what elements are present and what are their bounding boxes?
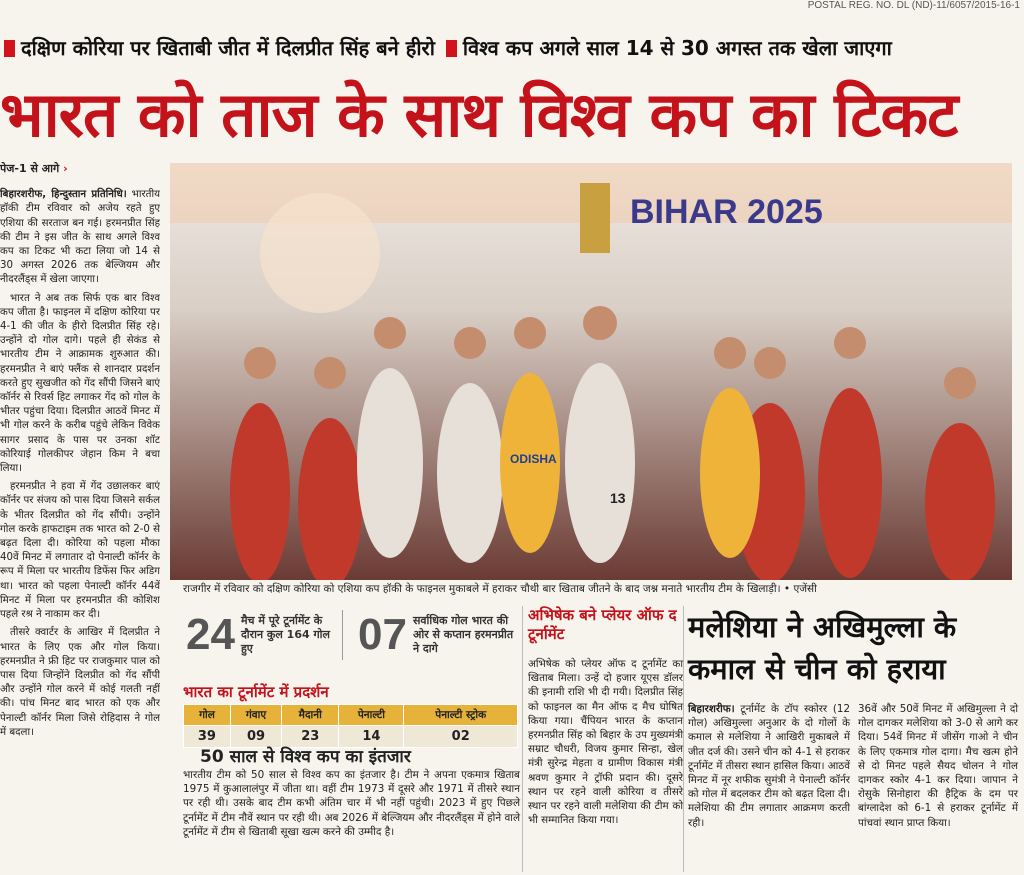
- player-of-tournament-title: अभिषेक बने प्लेयर ऑफ द टूर्नामेंट: [528, 606, 677, 643]
- malaysia-body-text-1: टूर्नामेंट के टॉप स्कोरर (12 गोल) अखिमुल्ला अनुआर के दो गोलों के कमाल से मलेशिया ने आखिरी मुकाबले में जीत दर्ज की। उसने चीन को 4-1 से हराकर टूर्नामेंट में तीसरा स्थान हासिल किया। आठवें मिनट में नूर शफीक सुमंत्री ने पेनाल्टी कॉर्नर को गोल में बदलकर टीम को बढ़त दिला दी। मलेशिया की टीम लगातार आक्रमण करती रही।: [688, 703, 851, 829]
- malaysia-dateline: बिहारशरीफ।: [688, 703, 735, 715]
- left-para-1: [0, 188, 160, 287]
- chevron-right-icon: ›: [63, 162, 68, 175]
- player-of-tournament-body: अभिषेक को प्लेयर ऑफ द टूर्नामेंट का खिताब मिला। उन्हें दो हजार यूएस डॉलर की इनामी राशि भी दी गयी। दिलप्रीत सिंह को फाइनल का मैन ऑफ द मैच घोषित किया गया। चैंपियन भारत के कप्तान हरमनप्रीत सिंह को बिहार के उप मुख्यमंत्री सम्राट चौधरी, विजय कुमार सिन्हा, खेल मंत्री सुरेन्द्र मेहता व ग्रामीण विकास मंत्री श्रवण कुमार ने ट्रॉफी प्रदान की। दूसरे स्थान पर रहने वाली कोरिया व तीसरे स्थान पर रहने वाली मलेशिया की टीम को भी सम्मानित किया गया।: [528, 658, 683, 827]
- main-headline: भारत को ताज के साथ विश्व कप का टिकट: [0, 78, 958, 151]
- stat-divider: [342, 610, 343, 660]
- stat-number: 07: [358, 610, 407, 659]
- table-header: मैदानी: [282, 705, 339, 726]
- table-header: गंवाए: [230, 705, 281, 726]
- table-cell: 14: [339, 726, 404, 748]
- photo-caption: राजगीर में रविवार को दक्षिण कोरिया को एशिया कप हॉकी के फाइनल मुकाबले में हराकर चौथी बार खिताब जीतने के बाद जश्न मनाते भारतीय टीम के खिलाड़ी। • एजेंसी: [183, 583, 817, 595]
- stat-label: सर्वाधिक गोल भारत की ओर से कप्तान हरमनप्रीत ने दागे: [412, 614, 514, 655]
- team-celebration-photo: [170, 163, 1012, 580]
- left-para-3: हरमनप्रीत ने हवा में गेंद उछालकर बाएं कॉर्नर पर संजय को पास दिया जिसने सर्कल के भीतर दिलप्रीत को गेंद सौंपी। उन्होंने गोल करके हाफटाइम तक भारत को 2-0 से बढ़त दिला दी। कोरिया को पहला मौका 40वें मिनट में लगातार दो पेनाल्टी कॉर्नर के रूप में मिला पर भारतीय डिफेंस फिर अडिग था। भारत को पहला पेनाल्टी कॉर्नर 44वें मिनट में मिला पर हरमनप्रीत की कोशिश पहले रश्र ने नाकाम कर दी।: [0, 481, 160, 621]
- bullet-square-icon: [446, 40, 457, 57]
- jersey-text: ODISHA: [510, 452, 557, 466]
- subhead-2: विश्व कप अगले साल 14 से 30 अगस्त तक खेला जाएगा: [462, 36, 892, 60]
- left-para-2: भारत ने अब तक सिर्फ एक बार विश्व कप जीता है। फाइनल में दक्षिण कोरिया पर 4-1 की जीत के हीरो दिलप्रीत सिंह रहे। उन्होंने दो गोल दागे। पहले ही सेकंड से भारतीय टीम ने आक्रामक शुरुआत की। हरमनप्रीत ने बाएं फ्लैंक से शानदार प्रदर्शन करते हुए सुखजीत को गेंद सौंपी जिसने बाएं कॉर्नर से रिवर्स हिट लगाकर गेंद को गोल के भीतर पहुंचा दिया। दिलप्रीत आठवें मिनट में भी गोल करने के करीब पहुंचे लेकिन विवेक सागर प्रसाद के पास पर उनका शॉट कोरियाई गोलकीपर जेहान किम ने बचा लिया।: [0, 292, 160, 475]
- continued-from-page-1[interactable]: [0, 162, 160, 176]
- photo-illustration: [170, 163, 1012, 580]
- column-rule: [522, 606, 523, 872]
- subheadlines: [0, 34, 1024, 62]
- column-rule: [683, 606, 684, 872]
- trophy-icon: [580, 183, 610, 253]
- malaysia-body-col2: 36वें और 50वें मिनट में अखिमुल्ला ने दो गोल दागकर मलेशिया को 3-0 से आगे कर दिया। 54वें मिनट में जीसेंग गाओ ने चीन के लिए एकमात्र गोल दागा। मैच खत्म होने से दो मिनट पहले सैयद चोलन ने गोल दागकर स्कोर 4-1 कर दिया। जापान ने रोसुके सिनोहारा की हैट्रिक के दम पर बांग्लादेश को 6-1 से हराकर टूर्नामेंट में पांचवां स्थान प्राप्त किया।: [858, 703, 1018, 829]
- world-cup-wait-title: 50 साल से विश्व कप का इंतजार: [200, 747, 411, 767]
- table-cell: 02: [404, 726, 518, 748]
- dateline: बिहारशरीफ, हिन्दुस्तान प्रतिनिधि।: [0, 189, 127, 201]
- table-cell: 09: [230, 726, 281, 748]
- stat-total-goals: [186, 606, 341, 664]
- postal-registration: POSTAL REG. NO. DL (ND)-11/6057/2015-16-1: [807, 0, 1020, 11]
- left-para-1-text: भारतीय हॉकी टीम रविवार को अजेय रहते हुए एशिया की सरताज बन गई। हरमनप्रीत सिंह की टीम ने इस जीत के साथ अगले विश्व कप का टिकट भी कटा लिया जो 14 से 30 अगस्त 2026 तक बेल्जियम और नीदरलैंड्स में खेला जाएगा।: [0, 189, 160, 286]
- performance-title: भारत का टूर्नामेंट में प्रदर्शन: [183, 683, 329, 701]
- malaysia-body-col1: [688, 702, 850, 830]
- stat-top-scorer: [358, 606, 523, 664]
- bullet-square-icon: [4, 40, 15, 57]
- table-cell: 39: [184, 726, 231, 748]
- performance-table: [183, 704, 518, 748]
- jersey-number: 13: [610, 490, 626, 506]
- world-cup-wait-body: भारतीय टीम को 50 साल से विश्व कप का इंतजार है। टीम ने अपना एकमात्र खिताब 1975 में कुआलालंपुर में जीता था। वहीं टीम 1973 में दूसरे और 1971 में तीसरे स्थान पर रही थी। उसके बाद टीम कभी अंतिम चार में भी नहीं पहुंची। 2023 में हुए पिछले टूर्नामेंट में टीम नौवें स्थान पर रही थी। अब 2026 में बेल्जियम और नीदरलैंड्स में होने वाले टूर्नामेंट में टीम से खिताबी सूखा खत्म करने की उम्मीद है।: [183, 769, 520, 838]
- left-column-article: [0, 162, 160, 875]
- stat-number: 24: [186, 610, 235, 659]
- banner-text: BIHAR 2025: [630, 193, 823, 231]
- table-header: पेनाल्टी: [339, 705, 404, 726]
- subhead-1: दक्षिण कोरिया पर खिताबी जीत में दिलप्रीत सिंह बने हीरो: [21, 36, 435, 60]
- continued-label: पेज-1 से आगे: [0, 162, 60, 175]
- table-cell: 23: [282, 726, 339, 748]
- table-header: गोल: [184, 705, 231, 726]
- table-header-row: [184, 705, 518, 726]
- table-header: पेनाल्टी स्ट्रोक: [404, 705, 518, 726]
- left-para-4: तीसरे क्वार्टर के आखिर में दिलप्रीत ने भारत के लिए एक और गोल किया। हरमनप्रीत ने फ्री हिट पर राजकुमार पाल को पास दिया जिन्होंने दिलप्रीत को गेंद सौंपी और उन्होंने गोल करने में कोई गलती नहीं की। पांच मिनट बाद भारत को एक और पेनाल्टी कॉर्नर मिला जिसे रोहिदास ने गोल में बदला।: [0, 627, 160, 738]
- stat-label: मैच में पूरे टूर्नामेंट के दौरान कुल 164 गोल हुए: [240, 614, 330, 655]
- malaysia-headline: मलेशिया ने अखिमुल्ला के कमाल से चीन को हराया: [688, 610, 957, 686]
